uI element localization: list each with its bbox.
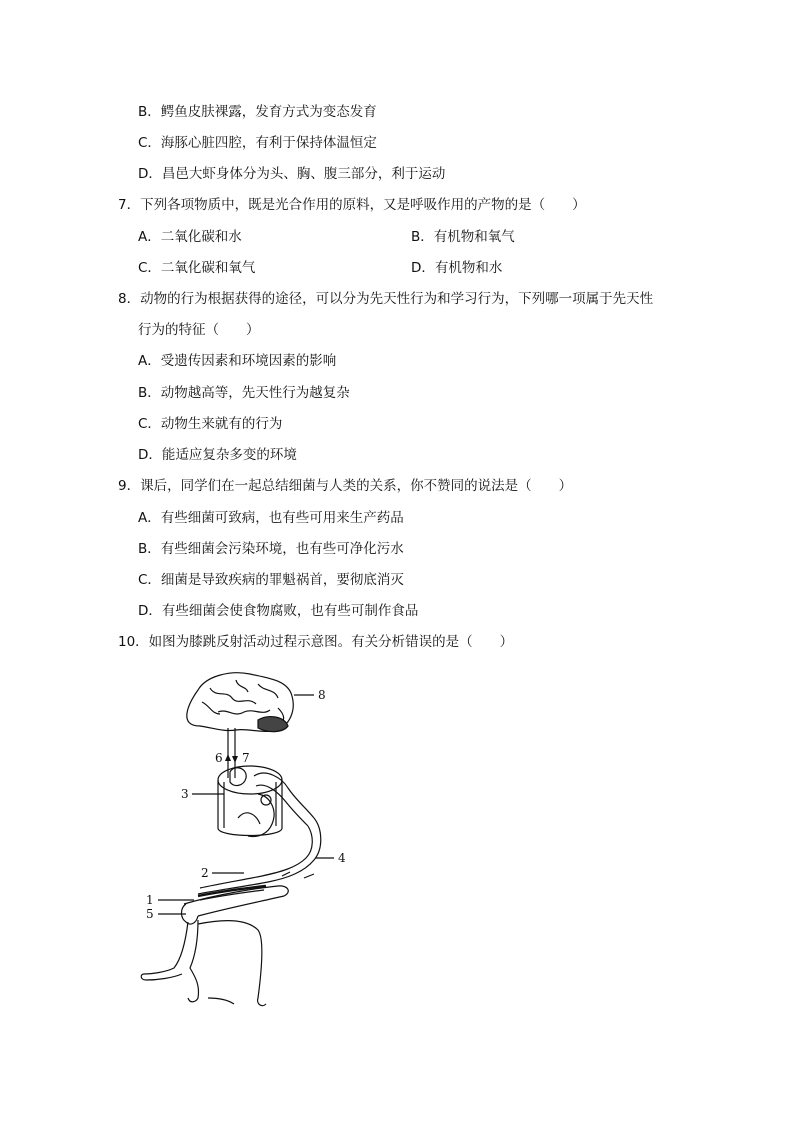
q7-option-b: B．有机物和氧气	[411, 229, 515, 245]
q8-option-c: C．动物生来就有的行为	[138, 416, 283, 432]
q7-stem: 7．下列各项物质中，既是光合作用的原料，又是呼吸作用的产物的是（ ）	[118, 197, 586, 213]
spinal-cord-illustration	[218, 766, 314, 837]
label-3: 3	[181, 787, 189, 801]
label-5: 5	[146, 907, 154, 921]
q8-option-d: D．能适应复杂多变的环境	[138, 447, 297, 463]
q9-option-b: B．有些细菌会污染环境，也有些可净化污水	[138, 541, 404, 557]
q9-option-c: C．细菌是导致疾病的罪魁祸首，要彻底消灭	[138, 572, 404, 588]
q9-stem: 9．课后，同学们在一起总结细菌与人类的关系，你不赞同的说法是（ ）	[118, 478, 573, 494]
label-1: 1	[146, 893, 154, 907]
q7-option-c: C．二氧化碳和氧气	[138, 260, 256, 276]
leg-illustration	[141, 886, 288, 1006]
q7-option-d: D．有机物和水	[411, 260, 503, 276]
label-6: 6	[215, 751, 223, 765]
q10-stem: 10．如图为膝跳反射活动过程示意图。有关分析错误的是（ ）	[118, 634, 514, 650]
q7-option-a: A．二氧化碳和水	[138, 229, 242, 245]
label-7: 7	[242, 751, 250, 765]
q9-option-a: A．有些细菌可致病，也有些可用来生产药品	[138, 510, 404, 526]
label-8: 8	[318, 688, 326, 702]
brain-illustration	[187, 673, 293, 732]
q9-option-d: D．有些细菌会使食物腐败，也有些可制作食品	[138, 603, 419, 619]
q6-option-c: C．海豚心脏四腔，有利于保持体温恒定	[138, 135, 377, 151]
q6-option-d: D．昌邑大虾身体分为头、胸、腹三部分，利于运动	[138, 166, 446, 182]
q8-stem-line1: 8．动物的行为根据获得的途径，可以分为先天性行为和学习行为，下列哪一项属于先天性	[118, 291, 654, 307]
q8-stem-line2: 行为的特征（ ）	[138, 322, 260, 338]
knee-jerk-reflex-diagram	[138, 668, 368, 1010]
q6-option-b: B．鳄鱼皮肤裸露，发育方式为变态发育	[138, 104, 377, 120]
label-4: 4	[338, 851, 346, 865]
label-2: 2	[201, 866, 209, 880]
q8-option-b: B．动物越高等，先天性行为越复杂	[138, 385, 350, 401]
q8-option-a: A．受遗传因素和环境因素的影响	[138, 353, 337, 369]
